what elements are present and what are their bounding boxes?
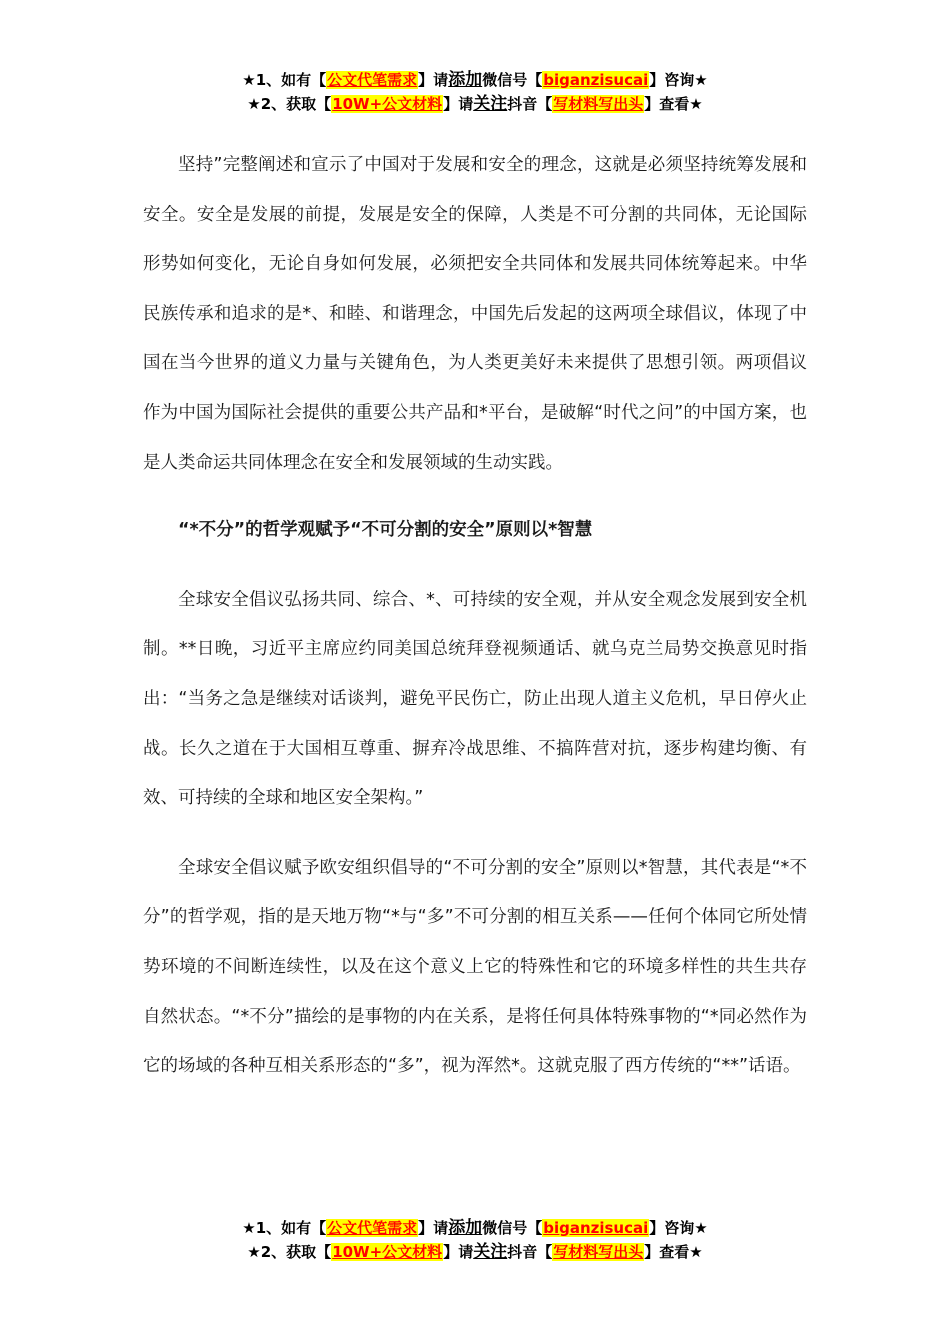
banner-text: 抖音【 [507,95,553,113]
banner-line-1 [0,1216,950,1240]
banner-text: 】咨询★ [649,71,708,89]
banner-emphasis: 添加 [448,70,483,90]
banner-line-2 [0,92,950,116]
banner-emphasis: 关注 [473,94,508,114]
section-heading: “*不分”的哲学观赋予“不可分割的安全”原则以*智慧 [178,520,593,541]
banner-highlight: 10W+公文材料 [332,1243,443,1261]
banner-text: ★2、获取【 [247,1243,332,1261]
banner-text: 】请 [443,95,474,113]
banner-text: ★2、获取【 [247,95,332,113]
banner-text: 】请 [443,1243,474,1261]
footer-banner [0,1216,950,1264]
paragraph-gap [143,556,807,576]
paragraph-gap [143,824,807,844]
banner-line-2 [0,1240,950,1264]
banner-text: 】查看★ [644,95,703,113]
banner-text: 微信号【 [482,71,543,89]
banner-highlight: biganzisucai [543,71,649,89]
banner-highlight: 10W+公文材料 [332,95,443,113]
paragraph-2: 全球安全倡议弘扬共同、综合、*、可持续的安全观，并从安全观念发展到安全机制。**日晚，习近平主席应约同美国总统拜登视频通话、就乌克兰局势交换意见时指出：“当务之急是继续对话谈判，避免平民伤亡，防止出现人道主义危机，早日停火止战。长久之道在于大国相互尊重、摒弃冷战思维、不搞阵营对抗，逐步构建均衡、有效、可持续的全球和地区安全架构。” [143,589,807,809]
header-banner [0,68,950,116]
banner-text: 】查看★ [644,1243,703,1261]
paragraph-1: 坚持”完整阐述和宣示了中国对于发展和安全的理念，这就是必须坚持统筹发展和安全。安全是发展的前提，发展是安全的保障，人类是不可分割的共同体，无论国际形势如何变化，无论自身如何发展，必须把安全共同体和发展共同体统筹起来。中华民族传承和追求的是*、和睦、和谐理念，中国先后发起的这两项全球倡议，体现了中国在当今世界的道义力量与关键角色，为人类更美好未来提供了思想引领。两项倡议作为中国为国际社会提供的重要公共产品和*平台，是破解“时代之问”的中国方案，也是人类命运共同体理念在安全和发展领域的生动实践。 [143,155,807,473]
banner-line-1 [0,68,950,92]
banner-highlight: 写材料写出头 [553,95,644,113]
paragraph-gap [143,488,807,506]
banner-emphasis: 添加 [448,1218,483,1238]
banner-text: ★1、如有【 [242,1219,327,1237]
banner-text: 抖音【 [507,1243,553,1261]
document-body [143,141,807,1092]
banner-text: 微信号【 [482,1219,543,1237]
banner-highlight: 写材料写出头 [553,1243,644,1261]
banner-text: 】咨询★ [649,1219,708,1237]
banner-text: ★1、如有【 [242,71,327,89]
banner-emphasis: 关注 [473,1242,508,1262]
banner-text: 】请 [418,71,449,89]
banner-highlight: 公文代笔需求 [327,1219,418,1237]
banner-highlight: 公文代笔需求 [327,71,418,89]
paragraph-3: 全球安全倡议赋予欧安组织倡导的“不可分割的安全”原则以*智慧，其代表是“*不分”的哲学观，指的是天地万物“*与“多”不可分割的相互关系——任何个体同它所处情势环境的不间断连续性，以及在这个意义上它的特殊性和它的环境多样性的共生共存自然状态。“*不分”描绘的是事物的内在关系，是将任何具体特殊事物的“*同必然作为它的场域的各种互相关系形态的“多”，视为浑然*。这就克服了西方传统的“**”话语。 [143,857,807,1077]
banner-text: 】请 [418,1219,449,1237]
banner-highlight: biganzisucai [543,1219,649,1237]
